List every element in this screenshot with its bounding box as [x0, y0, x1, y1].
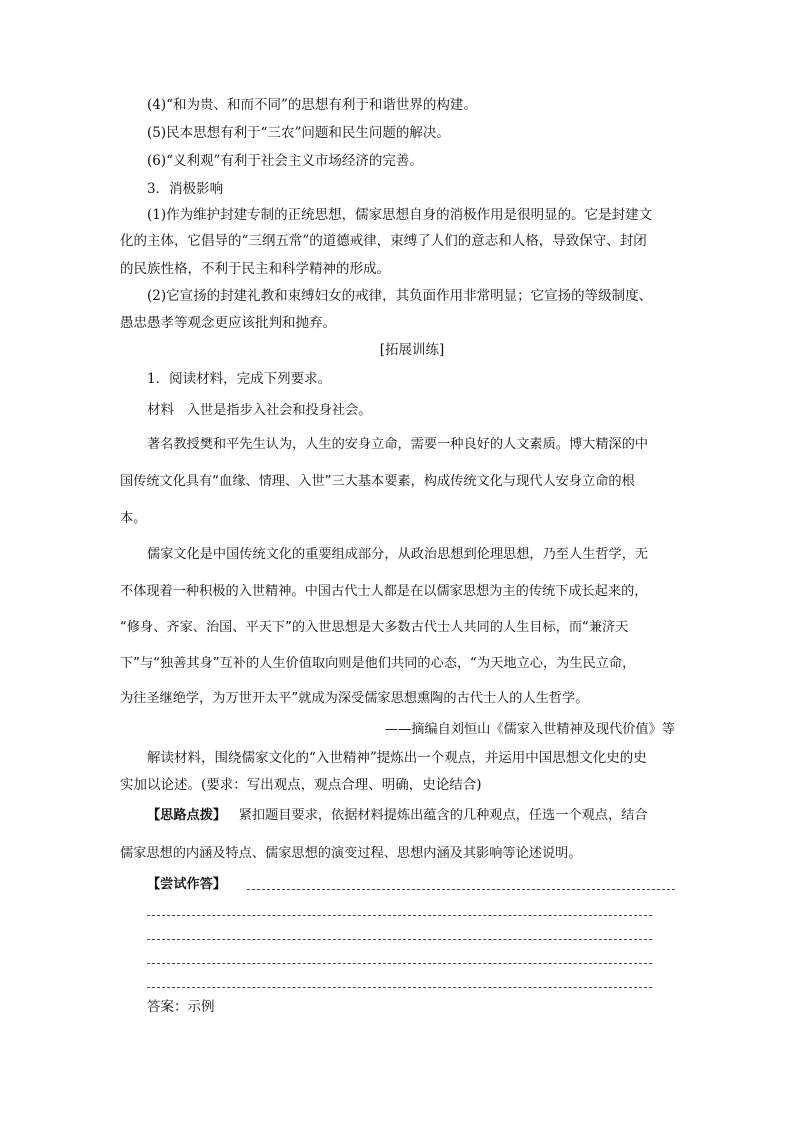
point-4: (4)“和为贵、和而不同”的思想有利于和谐世界的构建。	[147, 97, 477, 113]
try-answer-label: 【尝试作答】	[147, 877, 227, 892]
negative-1-line-2: 化的主体，它倡导的“三纲五常”的道德戒律，束缚了人们的意志和人格，导致保守、封闭	[120, 233, 647, 249]
task-line-1: 解读材料，围绕儒家文化的“入世精神”提炼出一个观点，并运用中国思想文化史的史	[147, 750, 647, 766]
material-label: 材料	[147, 402, 174, 418]
answer-line-5[interactable]	[147, 987, 652, 988]
negative-1-line-1: (1)作为维护封建专制的正统思想，儒家思想自身的消极作用是很明显的。它是封建文	[147, 207, 653, 223]
question-1: 1．阅读材料，完成下列要求。	[147, 371, 332, 387]
material-1-line-1: 著名教授樊和平先生认为，人生的安身立命，需要一种良好的人文素质。博大精深的中	[147, 437, 649, 452]
material-2-line-2: 不体现着一种积极的入世精神。中国古代士人都是在以儒家思想为主的传统下成长起来的，	[120, 584, 648, 599]
negative-2-line-2: 愚忠愚孝等观念更应该批判和抛弃。	[120, 315, 336, 331]
answer-line-2[interactable]	[147, 915, 652, 916]
hint-line-1: 紧扣题目要求，依据材料提炼出蕴含的几种观点，任选一个观点，结合	[238, 808, 648, 823]
negative-2-line-1: (2)它宣扬的封建礼教和束缚妇女的戒律，其负面作用非常明显；它宣扬的等级制度、	[147, 288, 653, 304]
heading-negative-impact: 3．消极影响	[147, 181, 224, 197]
negative-1-line-3: 的民族性格，不利于民主和科学精神的形成。	[120, 261, 390, 277]
material-2-line-1: 儒家文化是中国传统文化的重要组成部分，从政治思想到伦理思想，乃至人生哲学，无	[147, 547, 649, 562]
material-2-line-5: 为往圣继绝学，为万世开太平”就成为深受儒家思想熏陶的古代士人的人生哲学。	[120, 691, 589, 706]
material-source: ——摘编自刘恒山《儒家入世精神及现代价值》等	[384, 722, 675, 737]
material-1-line-2: 国传统文化具有“血缘、情理、入世”三大基本要素，构成传统文化与现代人安身立命的根	[120, 474, 635, 489]
material-2-line-4: 下”与“独善其身”互补的人生价值取向则是他们共同的心态，“为天地立心，为生民立命，	[120, 656, 636, 671]
section-title: [拓展训练]	[379, 342, 445, 358]
material-text: 入世是指步入社会和投身社会。	[186, 403, 372, 418]
answer-line-3[interactable]	[147, 939, 652, 940]
answer-line-1[interactable]	[247, 889, 675, 890]
material-2-line-3: “修身、齐家、治国、平天下”的入世思想是大多数古代士人共同的人生目标，而“兼济天	[120, 620, 629, 635]
answer-example: 答案：示例	[147, 999, 215, 1015]
point-5: (5)民本思想有利于“三农”问题和民生问题的解决。	[147, 125, 450, 141]
hint-line-2: 儒家思想的内涵及特点、儒家思想的演变过程、思想内涵及其影响等论述说明。	[120, 846, 582, 861]
point-6: (6)“义利观”有利于社会主义市场经济的完善。	[147, 153, 423, 169]
answer-line-4[interactable]	[147, 963, 652, 964]
task-line-2: 实加以论述。(要求：写出观点，观点合理、明确，史论结合)	[120, 777, 482, 793]
material-1-line-3: 本。	[120, 511, 147, 526]
hint-label: 【思路点拨】	[147, 808, 227, 823]
